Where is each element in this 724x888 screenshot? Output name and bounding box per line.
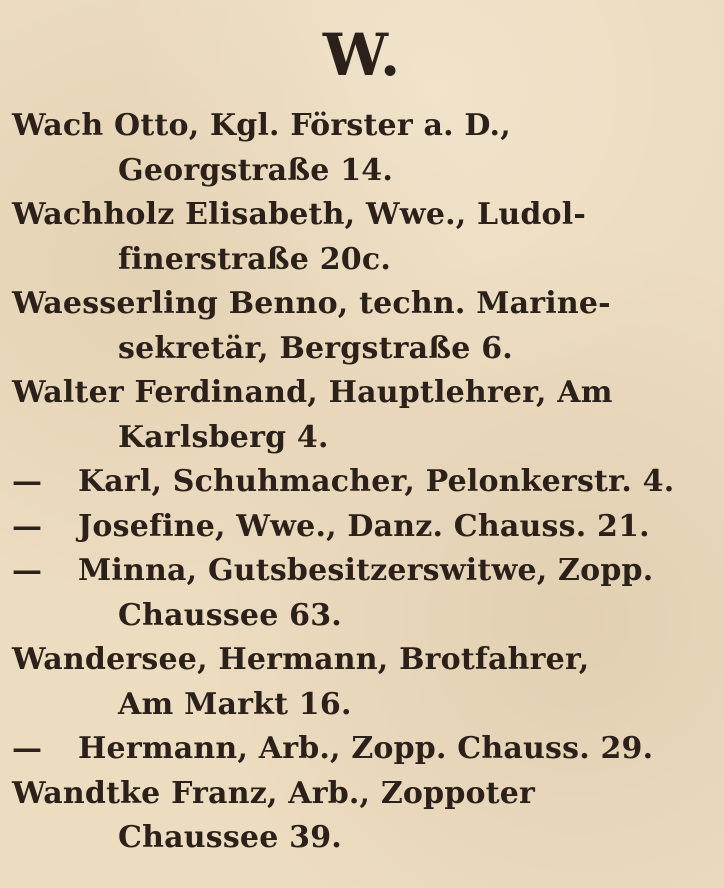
- entry-line: Wandtke Franz, Arb., Zoppoter: [12, 775, 536, 811]
- entry-continuation-line: Georgstraße 14.: [118, 152, 394, 188]
- entry-line: [12, 460, 716, 505]
- entry-continuation-line: sekretär, Bergstraße 6.: [118, 330, 513, 366]
- section-letter-heading: W.: [322, 21, 402, 89]
- entry-line: [12, 505, 716, 550]
- entry-text: Minna, Gutsbesitzerswitwe, Zopp.: [78, 553, 654, 588]
- entry-text: Hermann, Arb., Zopp. Chauss. 29.: [78, 731, 654, 766]
- ditto-dash: —: [12, 508, 43, 544]
- entry-line: Waesserling Benno, techn. Marine-: [12, 286, 611, 321]
- ditto-dash: —: [12, 731, 43, 766]
- entry-continuation-line: Chaussee 39.: [118, 820, 342, 855]
- ditto-dash: —: [12, 464, 43, 499]
- ditto-dash: —: [12, 553, 43, 588]
- entry-line: Wachholz Elisabeth, Wwe., Ludol-: [12, 197, 586, 232]
- entry-line: Wach Otto, Kgl. Förster a. D.,: [12, 108, 511, 143]
- entry-line: Wandersee, Hermann, Brotfahrer,: [12, 642, 590, 677]
- entry-text: Josefine, Wwe., Danz. Chauss. 21.: [78, 508, 650, 544]
- directory-entries: [12, 104, 716, 861]
- entry-continuation-line: finerstraße 20c.: [118, 241, 391, 277]
- entry-continuation-line: Chaussee 63.: [118, 597, 342, 633]
- entry-line: Walter Ferdinand, Hauptlehrer, Am: [12, 375, 613, 410]
- entry-continuation-line: Karlsberg 4.: [118, 419, 329, 455]
- entry-line: [12, 549, 716, 594]
- entry-line: [12, 727, 716, 772]
- entry-text: Karl, Schuhmacher, Pelonkerstr. 4.: [78, 464, 675, 499]
- entry-continuation-line: Am Markt 16.: [118, 686, 352, 722]
